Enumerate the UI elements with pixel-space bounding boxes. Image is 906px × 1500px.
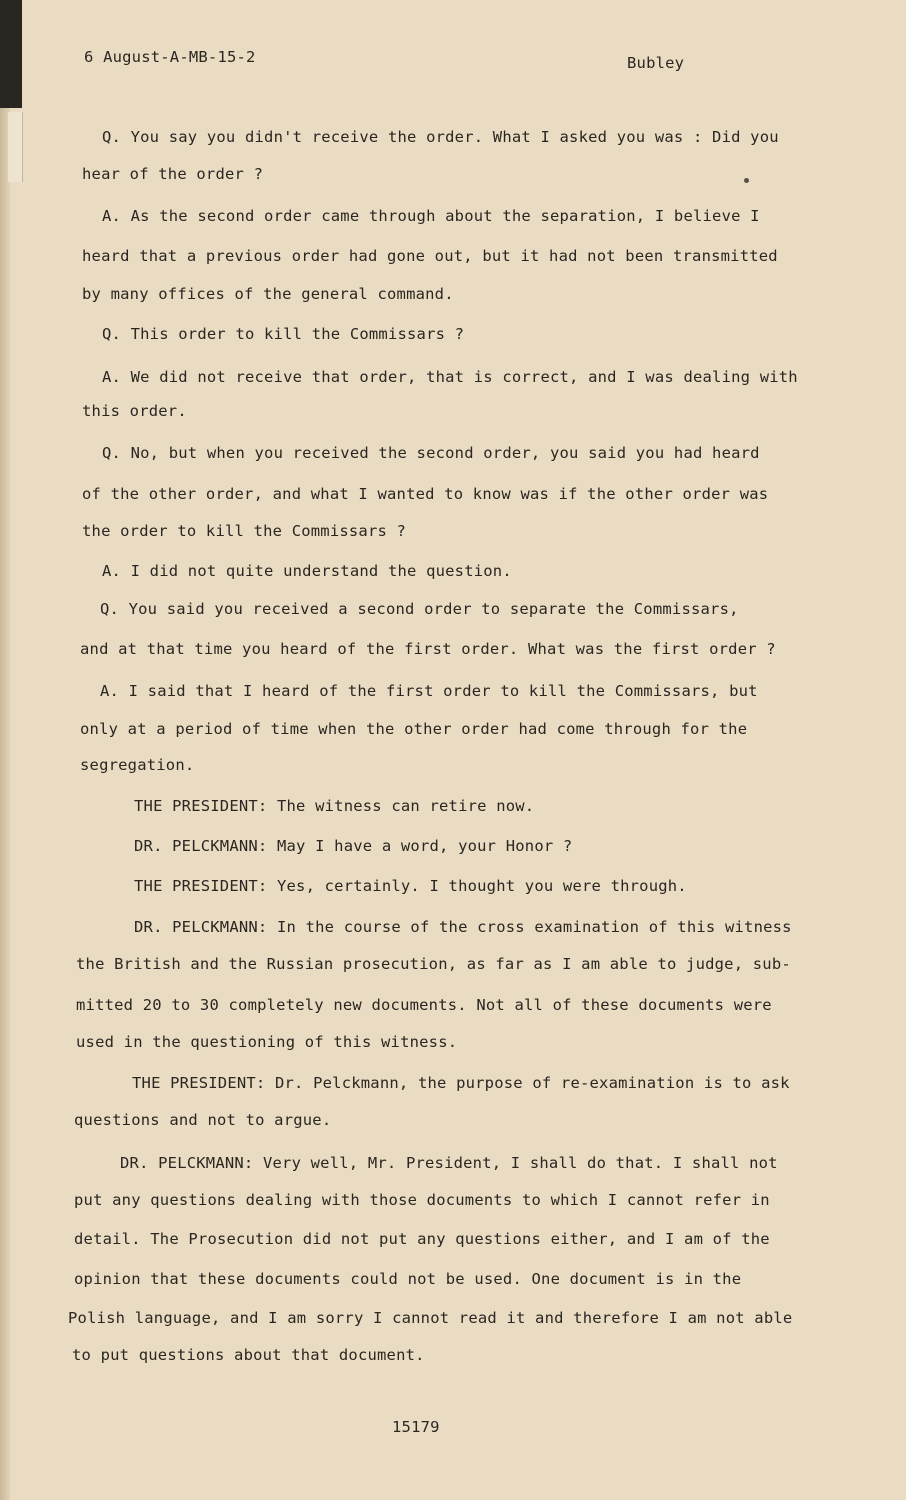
transcript-line: hear of the order ? bbox=[82, 165, 264, 183]
transcript-line: Q. You say you didn't receive the order. What I asked you was : Did you bbox=[102, 128, 779, 146]
transcript-line: DR. PELCKMANN: May I have a word, your Honor ? bbox=[134, 837, 573, 855]
transcript-line: to put questions about that document. bbox=[72, 1346, 425, 1364]
transcript-line: mitted 20 to 30 completely new documents. Not all of these documents were bbox=[76, 996, 772, 1014]
transcript-line: of the other order, and what I wanted to know was if the other order was bbox=[82, 485, 769, 503]
transcript-line: the order to kill the Commissars ? bbox=[82, 522, 407, 540]
transcript-line: Polish language, and I am sorry I cannot read it and therefore I am not able bbox=[68, 1309, 793, 1327]
transcript-line: this order. bbox=[82, 402, 187, 420]
transcript-line: the British and the Russian prosecution, as far as I am able to judge, sub- bbox=[76, 955, 791, 973]
transcript-line: heard that a previous order had gone out, but it had not been transmitted bbox=[82, 247, 778, 265]
transcript-line: only at a period of time when the other order had come through for the bbox=[80, 720, 748, 738]
transcript-line: DR. PELCKMANN: In the course of the cross examination of this witness bbox=[134, 918, 792, 936]
transcript-line: A. We did not receive that order, that is correct, and I was dealing with bbox=[102, 368, 798, 386]
binding-edge bbox=[0, 0, 22, 108]
transcript-line: A. I did not quite understand the question. bbox=[102, 562, 512, 580]
paper-tear bbox=[8, 112, 23, 182]
reporter-name: Bubley bbox=[627, 54, 685, 72]
ink-speck bbox=[744, 178, 749, 183]
transcript-line: Q. No, but when you received the second order, you said you had heard bbox=[102, 444, 760, 462]
transcript-line: opinion that these documents could not be used. One document is in the bbox=[74, 1270, 742, 1288]
page-edge-shadow bbox=[0, 108, 10, 1500]
transcript-line: put any questions dealing with those documents to which I cannot refer in bbox=[74, 1191, 770, 1209]
transcript-line: used in the questioning of this witness. bbox=[76, 1033, 458, 1051]
transcript-line: questions and not to argue. bbox=[74, 1111, 332, 1129]
transcript-line: THE PRESIDENT: The witness can retire now. bbox=[134, 797, 535, 815]
page-reference: 6 August-A-MB-15-2 bbox=[84, 48, 256, 66]
transcript-line: A. I said that I heard of the first order to kill the Commissars, but bbox=[100, 682, 758, 700]
transcript-line: THE PRESIDENT: Dr. Pelckmann, the purpose of re-examination is to ask bbox=[132, 1074, 790, 1092]
transcript-line: DR. PELCKMANN: Very well, Mr. President, I shall do that. I shall not bbox=[120, 1154, 778, 1172]
transcript-line: THE PRESIDENT: Yes, certainly. I thought you were through. bbox=[134, 877, 687, 895]
page-number: 15179 bbox=[392, 1418, 440, 1436]
transcript-line: segregation. bbox=[80, 756, 195, 774]
transcript-line: A. As the second order came through about the separation, I believe I bbox=[102, 207, 760, 225]
transcript-line: detail. The Prosecution did not put any questions either, and I am of the bbox=[74, 1230, 770, 1248]
transcript-line: Q. You said you received a second order to separate the Commissars, bbox=[100, 600, 739, 618]
transcript-line: by many offices of the general command. bbox=[82, 285, 454, 303]
transcript-line: Q. This order to kill the Commissars ? bbox=[102, 325, 465, 343]
transcript-line: and at that time you heard of the first order. What was the first order ? bbox=[80, 640, 776, 658]
